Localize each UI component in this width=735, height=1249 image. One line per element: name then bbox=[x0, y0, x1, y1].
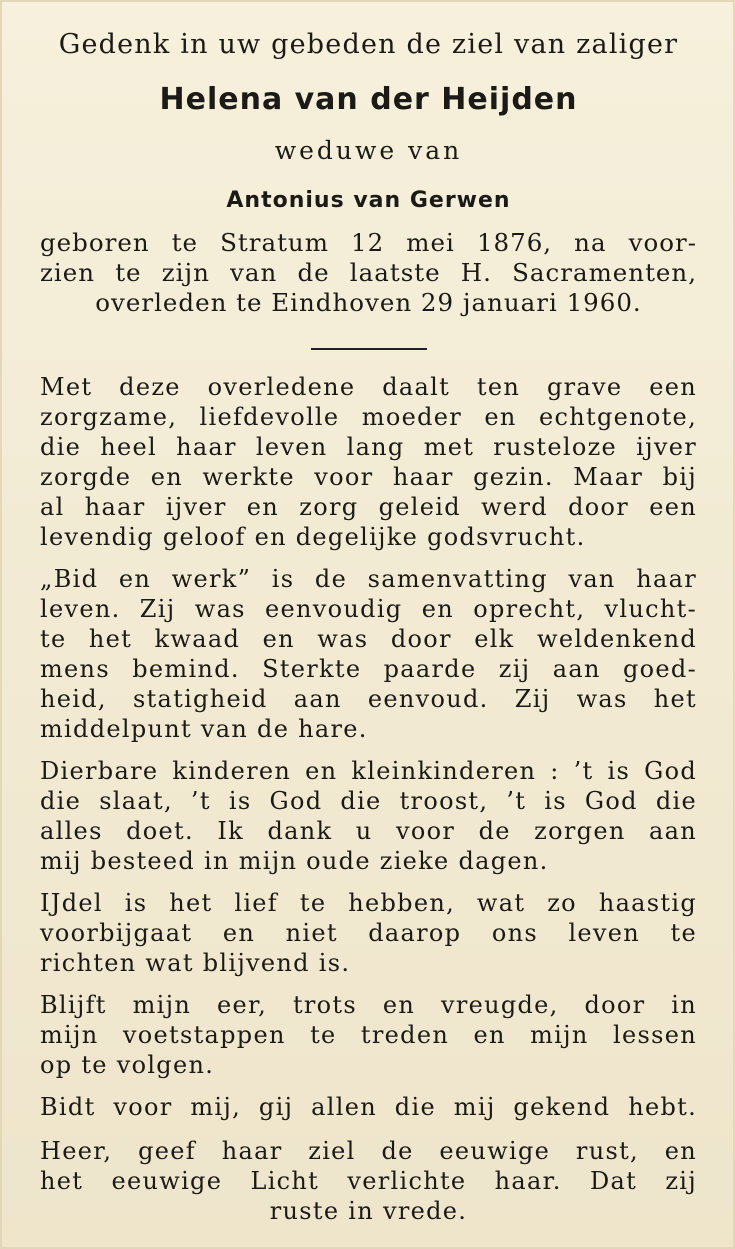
text-line: die heel haar leven lang met rusteloze ijver bbox=[40, 433, 697, 461]
text-line: heid, statigheid aan eenvoud. Zij was het bbox=[40, 685, 697, 713]
text-line: mij besteed in mijn oude zieke dagen. bbox=[40, 847, 549, 875]
tribute-paragraph bbox=[40, 372, 697, 552]
tribute-paragraph bbox=[40, 564, 697, 744]
widow-label: weduwe van bbox=[274, 136, 463, 165]
text-line: Blijft mijn eer, trots en vreugde, door in bbox=[40, 991, 697, 1019]
text-line: Met deze overledene daalt ten grave een bbox=[40, 373, 697, 401]
birth-death-details bbox=[40, 228, 697, 318]
intro-line: Gedenk in uw gebeden de ziel van zaliger bbox=[58, 29, 679, 60]
closing-prayer bbox=[40, 1136, 697, 1226]
text-line: mijn voetstappen te treden en mijn lessen bbox=[40, 1021, 697, 1049]
divider-rule bbox=[311, 348, 427, 350]
prayer-line: Heer, geef haar ziel de eeuwige rust, en bbox=[40, 1137, 697, 1165]
text-line: zorgzame, liefdevolle moeder en echtgenote, bbox=[40, 403, 697, 431]
spouse-name: Antonius van Gerwen bbox=[226, 188, 511, 213]
prayer-line: het eeuwige Licht verlichte haar. Dat zij bbox=[40, 1167, 697, 1195]
text-line: levendig geloof en degelijke godsvrucht. bbox=[40, 523, 586, 551]
text-line: op te volgen. bbox=[40, 1051, 215, 1079]
text-line: voorbijgaat en niet daarop ons leven te bbox=[40, 919, 697, 947]
birth-line: overleden te Eindhoven 29 januari 1960. bbox=[95, 288, 642, 317]
tribute-paragraph bbox=[40, 990, 697, 1080]
birth-line: geboren te Stratum 12 mei 1876, na voor- bbox=[40, 228, 697, 257]
text-line: mens bemind. Sterkte paarde zij aan goed- bbox=[40, 655, 697, 683]
tribute-paragraph bbox=[40, 888, 697, 978]
text-line: leven. Zij was eenvoudig en oprecht, vlucht- bbox=[40, 595, 697, 623]
tribute-paragraph bbox=[40, 1092, 697, 1122]
text-line: Dierbare kinderen en kleinkinderen : ’t is God bbox=[40, 757, 697, 785]
birth-line: zien te zijn van de laatste H. Sacramenten, bbox=[40, 258, 697, 287]
text-line: te het kwaad en was door elk weldenkend bbox=[40, 625, 697, 653]
text-line: Bidt voor mij, gij allen die mij gekend hebt. bbox=[40, 1093, 697, 1121]
text-line: middelpunt van de hare. bbox=[40, 715, 368, 743]
prayer-line: ruste in vrede. bbox=[269, 1197, 468, 1225]
deceased-name: Helena van der Heijden bbox=[159, 82, 578, 117]
text-line: richten wat blijvend is. bbox=[40, 949, 351, 977]
text-line: al haar ijver en zorg geleid werd door een bbox=[40, 493, 697, 521]
tribute-paragraph bbox=[40, 756, 697, 876]
text-line: alles doet. Ik dank u voor de zorgen aan bbox=[40, 817, 697, 845]
text-line: IJdel is het lief te hebben, wat zo haastig bbox=[40, 889, 697, 917]
text-line: die slaat, ’t is God die troost, ’t is God die bbox=[40, 787, 697, 815]
text-line: zorgde en werkte voor haar gezin. Maar bij bbox=[40, 463, 697, 491]
text-line: „Bid en werk” is de samenvatting van haar bbox=[40, 565, 697, 593]
